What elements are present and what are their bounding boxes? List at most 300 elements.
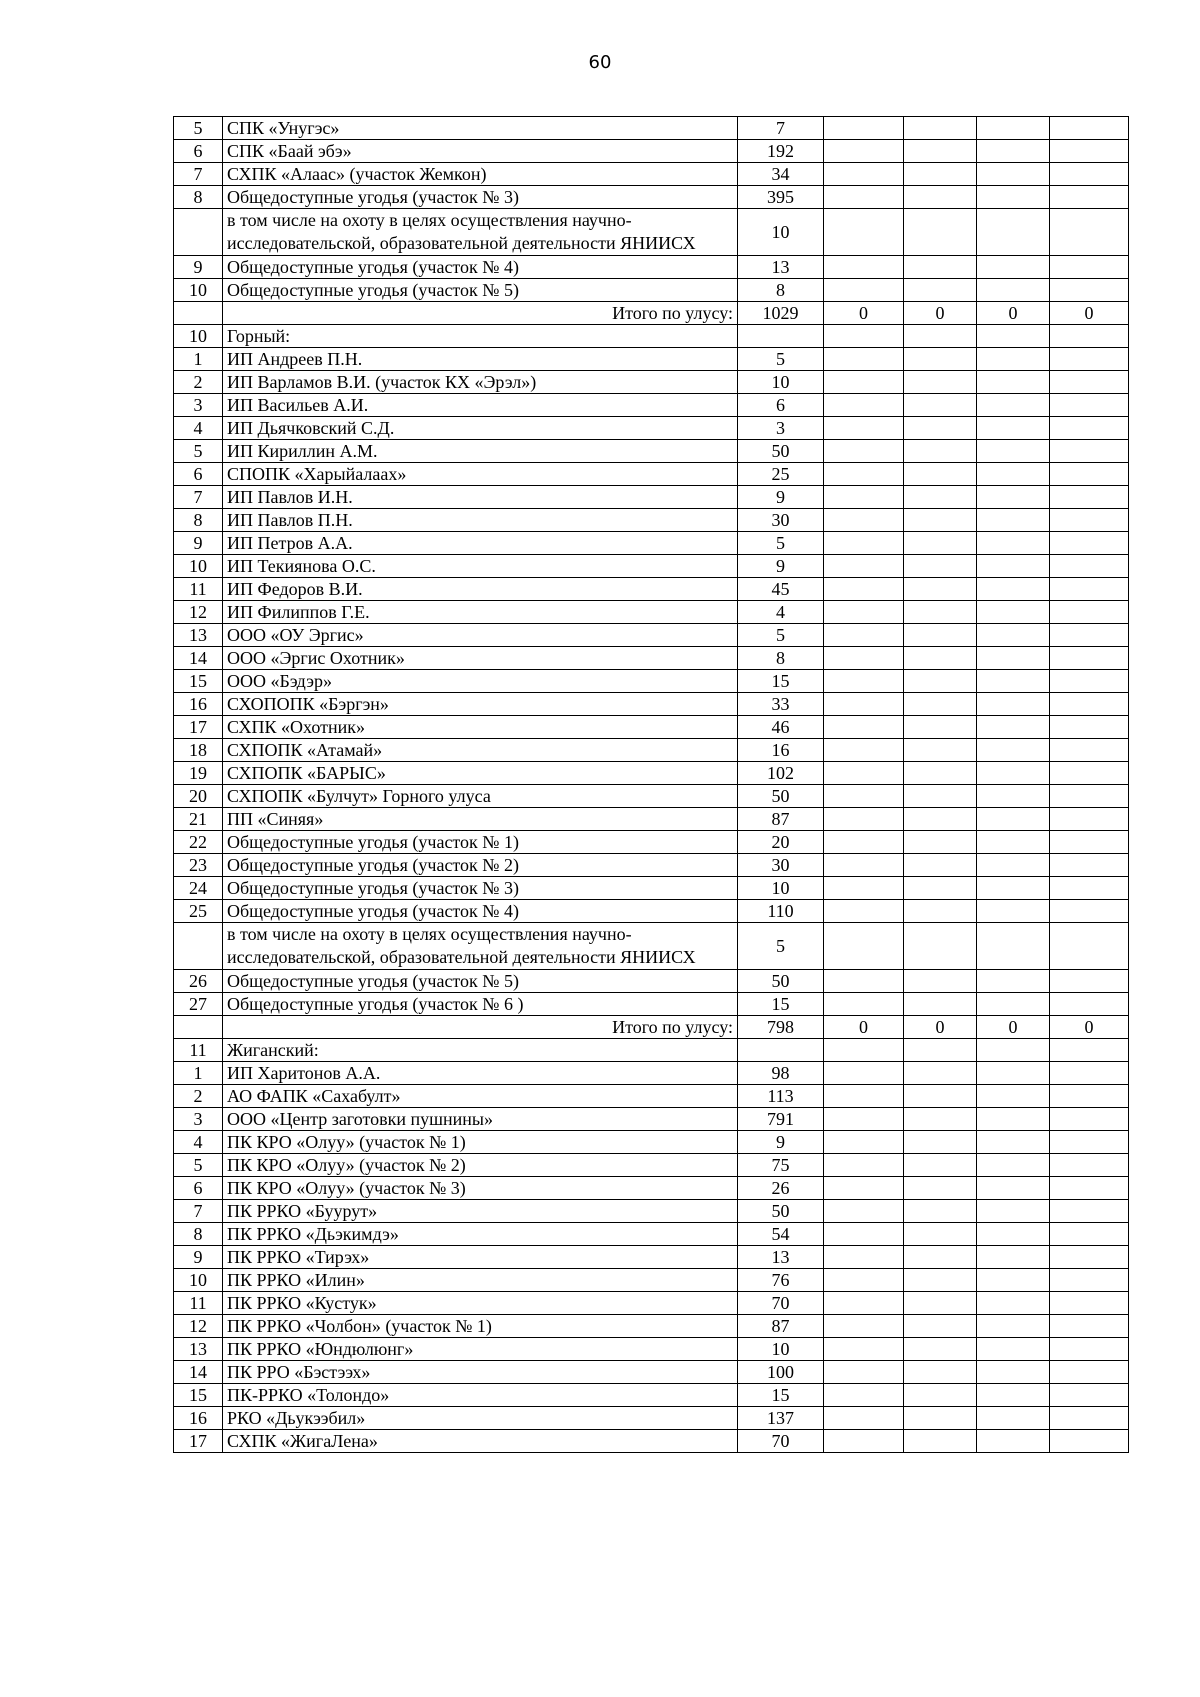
row-number: 9 <box>174 256 223 279</box>
organization-name: ООО «Эргис Охотник» <box>223 647 738 670</box>
table-row <box>174 440 1129 463</box>
row-number: 11 <box>174 1292 223 1315</box>
empty-cell <box>977 877 1050 900</box>
empty-cell <box>904 1177 977 1200</box>
total-row <box>174 1016 1129 1039</box>
empty-cell <box>824 555 904 578</box>
empty-cell <box>824 486 904 509</box>
empty-cell <box>904 1108 977 1131</box>
empty-cell <box>904 440 977 463</box>
empty-cell <box>977 1177 1050 1200</box>
empty-cell <box>1050 1200 1129 1223</box>
quota-value: 50 <box>738 440 824 463</box>
table-row <box>174 279 1129 302</box>
row-number: 12 <box>174 601 223 624</box>
table-row <box>174 1246 1129 1269</box>
empty-cell <box>824 1085 904 1108</box>
row-number: 7 <box>174 163 223 186</box>
empty-cell <box>904 532 977 555</box>
empty-cell <box>824 256 904 279</box>
table-row <box>174 1131 1129 1154</box>
empty-cell <box>1050 1039 1129 1062</box>
empty-cell <box>904 785 977 808</box>
organization-name: Общедоступные угодья (участок № 4) <box>223 256 738 279</box>
quota-value: 50 <box>738 970 824 993</box>
table-row <box>174 1154 1129 1177</box>
empty-cell <box>1050 1177 1129 1200</box>
quota-value: 33 <box>738 693 824 716</box>
empty-cell <box>824 1108 904 1131</box>
empty-cell <box>977 186 1050 209</box>
total-extra-value: 0 <box>977 1016 1050 1039</box>
quota-value: 70 <box>738 1292 824 1315</box>
empty-cell <box>1050 509 1129 532</box>
empty-cell <box>904 486 977 509</box>
empty-cell <box>977 854 1050 877</box>
organization-name: ПК РРКО «Чолбон» (участок № 1) <box>223 1315 738 1338</box>
organization-name: СХПК «Охотник» <box>223 716 738 739</box>
empty-cell <box>904 716 977 739</box>
empty-cell <box>1050 371 1129 394</box>
row-number: 20 <box>174 785 223 808</box>
empty-cell <box>977 578 1050 601</box>
organization-name: СПК «Баай эбэ» <box>223 140 738 163</box>
empty-cell <box>904 555 977 578</box>
empty-cell <box>1050 463 1129 486</box>
row-number: 13 <box>174 624 223 647</box>
row-number: 17 <box>174 1430 223 1453</box>
quota-value: 102 <box>738 762 824 785</box>
organization-name: ИП Петров А.А. <box>223 532 738 555</box>
empty-cell <box>977 486 1050 509</box>
organization-name: Общедоступные угодья (участок № 5) <box>223 970 738 993</box>
row-number: 1 <box>174 1062 223 1085</box>
quota-value <box>738 325 824 348</box>
empty-cell <box>1050 624 1129 647</box>
empty-cell <box>1050 1430 1129 1453</box>
empty-cell <box>824 1338 904 1361</box>
total-label: Итого по улусу: <box>223 1016 738 1039</box>
row-number: 27 <box>174 993 223 1016</box>
quota-value: 34 <box>738 163 824 186</box>
empty-cell <box>824 1177 904 1200</box>
table-row <box>174 1085 1129 1108</box>
row-number: 9 <box>174 532 223 555</box>
row-number: 8 <box>174 1223 223 1246</box>
quota-value: 98 <box>738 1062 824 1085</box>
organization-name: ПК РРКО «Тирэх» <box>223 1246 738 1269</box>
row-number: 9 <box>174 1246 223 1269</box>
table-row <box>174 877 1129 900</box>
organization-name: СХПОПК «Булчут» Горного улуса <box>223 785 738 808</box>
quota-value: 8 <box>738 647 824 670</box>
empty-cell <box>977 1384 1050 1407</box>
organization-name: СПК «Унугэс» <box>223 117 738 140</box>
row-number: 10 <box>174 555 223 578</box>
empty-cell <box>1050 923 1129 970</box>
empty-cell <box>977 532 1050 555</box>
empty-cell <box>977 923 1050 970</box>
empty-cell <box>824 1246 904 1269</box>
table-row <box>174 140 1129 163</box>
row-number: 5 <box>174 1154 223 1177</box>
empty-cell <box>977 279 1050 302</box>
row-number: 6 <box>174 140 223 163</box>
district-name: Горный: <box>223 325 738 348</box>
empty-cell <box>977 1062 1050 1085</box>
empty-cell <box>977 970 1050 993</box>
table-row <box>174 532 1129 555</box>
empty-cell <box>904 394 977 417</box>
empty-cell <box>1050 808 1129 831</box>
quota-value: 45 <box>738 578 824 601</box>
empty-cell <box>824 163 904 186</box>
empty-cell <box>824 117 904 140</box>
total-extra-value: 0 <box>977 302 1050 325</box>
quota-value: 15 <box>738 993 824 1016</box>
empty-cell <box>977 1269 1050 1292</box>
row-number: 8 <box>174 186 223 209</box>
empty-cell <box>824 923 904 970</box>
total-extra-value: 0 <box>904 1016 977 1039</box>
empty-cell <box>824 1154 904 1177</box>
row-number: 14 <box>174 1361 223 1384</box>
row-number: 16 <box>174 693 223 716</box>
organization-name: ИП Варламов В.И. (участок КХ «Эрэл») <box>223 371 738 394</box>
organization-name: Общедоступные угодья (участок № 5) <box>223 279 738 302</box>
row-number: 4 <box>174 417 223 440</box>
quota-value: 10 <box>738 877 824 900</box>
empty-cell <box>904 808 977 831</box>
row-number: 26 <box>174 970 223 993</box>
table-row <box>174 739 1129 762</box>
empty-cell <box>977 256 1050 279</box>
empty-cell <box>904 1039 977 1062</box>
quota-value: 5 <box>738 923 824 970</box>
total-value: 1029 <box>738 302 824 325</box>
empty-cell <box>977 140 1050 163</box>
table-body <box>174 117 1129 1453</box>
table-row <box>174 463 1129 486</box>
empty-cell <box>904 970 977 993</box>
empty-cell <box>824 670 904 693</box>
table-row <box>174 716 1129 739</box>
empty-cell <box>977 1361 1050 1384</box>
table-row <box>174 831 1129 854</box>
total-extra-value: 0 <box>824 302 904 325</box>
organization-name: СХПОПК «БАРЫС» <box>223 762 738 785</box>
organization-name: ПК РРКО «Буурут» <box>223 1200 738 1223</box>
empty-cell <box>904 325 977 348</box>
empty-cell <box>904 578 977 601</box>
empty-cell <box>977 716 1050 739</box>
empty-cell <box>904 1361 977 1384</box>
row-number: 16 <box>174 1407 223 1430</box>
empty-cell <box>904 509 977 532</box>
quota-value: 9 <box>738 555 824 578</box>
empty-cell <box>904 1338 977 1361</box>
table-row <box>174 808 1129 831</box>
empty-cell <box>904 140 977 163</box>
empty-cell <box>1050 785 1129 808</box>
organization-name: ИП Федоров В.И. <box>223 578 738 601</box>
quota-value: 30 <box>738 509 824 532</box>
row-number: 2 <box>174 371 223 394</box>
subnote-row <box>174 209 1129 256</box>
row-number: 4 <box>174 1131 223 1154</box>
empty-cell <box>904 1200 977 1223</box>
empty-cell <box>1050 716 1129 739</box>
total-label: Итого по улусу: <box>223 302 738 325</box>
empty-cell <box>904 647 977 670</box>
quota-value: 13 <box>738 256 824 279</box>
quota-value: 46 <box>738 716 824 739</box>
table-row <box>174 993 1129 1016</box>
table-row <box>174 647 1129 670</box>
empty-cell <box>1050 209 1129 256</box>
organization-name: в том числе на охоту в целях осуществления научно-исследовательской, образовательной деятельности ЯНИИСХ <box>223 209 738 256</box>
empty-cell <box>824 509 904 532</box>
empty-cell <box>824 900 904 923</box>
empty-cell <box>977 463 1050 486</box>
district-header-row <box>174 325 1129 348</box>
empty-cell <box>1050 762 1129 785</box>
table-row <box>174 1430 1129 1453</box>
empty-cell <box>904 601 977 624</box>
empty-cell <box>904 854 977 877</box>
table-row <box>174 970 1129 993</box>
empty-cell <box>824 1315 904 1338</box>
empty-cell <box>1050 601 1129 624</box>
empty-cell <box>904 1085 977 1108</box>
quota-value: 6 <box>738 394 824 417</box>
empty-cell <box>824 1062 904 1085</box>
empty-cell <box>1050 1131 1129 1154</box>
empty-cell <box>904 1269 977 1292</box>
quota-value: 8 <box>738 279 824 302</box>
table-row <box>174 348 1129 371</box>
organization-name: ИП Дьячковский С.Д. <box>223 417 738 440</box>
quota-value <box>738 1039 824 1062</box>
row-number: 15 <box>174 1384 223 1407</box>
row-number: 12 <box>174 1315 223 1338</box>
empty-cell <box>904 1292 977 1315</box>
empty-cell <box>1050 1384 1129 1407</box>
empty-cell <box>824 624 904 647</box>
organization-name: СХПОПК «Атамай» <box>223 739 738 762</box>
empty-cell <box>904 1223 977 1246</box>
empty-cell <box>824 1430 904 1453</box>
total-value: 798 <box>738 1016 824 1039</box>
table-row <box>174 186 1129 209</box>
empty-cell <box>824 601 904 624</box>
empty-cell <box>1050 1085 1129 1108</box>
empty-cell <box>824 970 904 993</box>
quota-value: 110 <box>738 900 824 923</box>
empty-cell <box>977 209 1050 256</box>
empty-cell <box>1050 394 1129 417</box>
table-row <box>174 117 1129 140</box>
table-row <box>174 394 1129 417</box>
empty-cell <box>977 762 1050 785</box>
row-number: 21 <box>174 808 223 831</box>
empty-cell <box>977 785 1050 808</box>
table-row <box>174 417 1129 440</box>
empty-cell <box>1050 854 1129 877</box>
empty-cell <box>977 831 1050 854</box>
table-row <box>174 1108 1129 1131</box>
organization-name: ПК-РРКО «Толондо» <box>223 1384 738 1407</box>
empty-cell <box>977 1246 1050 1269</box>
table-row <box>174 1338 1129 1361</box>
empty-cell <box>1050 670 1129 693</box>
row-number: 3 <box>174 394 223 417</box>
empty-cell <box>824 1223 904 1246</box>
organization-name: ООО «Центр заготовки пушнины» <box>223 1108 738 1131</box>
empty-cell <box>904 1384 977 1407</box>
row-number: 19 <box>174 762 223 785</box>
empty-cell <box>977 417 1050 440</box>
empty-cell <box>977 1292 1050 1315</box>
table-row <box>174 1384 1129 1407</box>
empty-cell <box>977 1200 1050 1223</box>
quota-value: 26 <box>738 1177 824 1200</box>
empty-cell <box>904 877 977 900</box>
empty-cell <box>904 1246 977 1269</box>
table-row <box>174 601 1129 624</box>
quota-value: 87 <box>738 1315 824 1338</box>
table-row <box>174 1269 1129 1292</box>
subnote-row <box>174 923 1129 970</box>
empty-cell <box>977 900 1050 923</box>
row-number: 5 <box>174 440 223 463</box>
empty-cell <box>904 624 977 647</box>
organization-name: ПК КРО «Олуу» (участок № 2) <box>223 1154 738 1177</box>
quota-value: 76 <box>738 1269 824 1292</box>
row-number <box>174 923 223 970</box>
row-number: 25 <box>174 900 223 923</box>
empty-cell <box>1050 647 1129 670</box>
table-row <box>174 854 1129 877</box>
empty-cell <box>824 417 904 440</box>
quota-value: 113 <box>738 1085 824 1108</box>
empty-cell <box>1050 325 1129 348</box>
empty-cell <box>904 1131 977 1154</box>
empty-cell <box>977 739 1050 762</box>
empty-cell <box>904 1430 977 1453</box>
quota-value: 100 <box>738 1361 824 1384</box>
quota-value: 10 <box>738 209 824 256</box>
empty-cell <box>904 739 977 762</box>
empty-cell <box>904 670 977 693</box>
row-number <box>174 209 223 256</box>
empty-cell <box>1050 970 1129 993</box>
empty-cell <box>977 555 1050 578</box>
empty-cell <box>1050 532 1129 555</box>
empty-cell <box>904 993 977 1016</box>
quota-value: 87 <box>738 808 824 831</box>
empty-cell <box>824 348 904 371</box>
empty-cell <box>1050 440 1129 463</box>
empty-cell <box>977 1131 1050 1154</box>
empty-cell <box>1050 693 1129 716</box>
table-row <box>174 486 1129 509</box>
empty-cell <box>1050 1315 1129 1338</box>
empty-cell <box>977 509 1050 532</box>
empty-cell <box>1050 831 1129 854</box>
empty-cell <box>904 693 977 716</box>
quota-value: 192 <box>738 140 824 163</box>
empty-cell <box>904 117 977 140</box>
empty-cell <box>824 440 904 463</box>
empty-cell <box>904 923 977 970</box>
row-number: 10 <box>174 1269 223 1292</box>
row-number: 3 <box>174 1108 223 1131</box>
row-number: 18 <box>174 739 223 762</box>
organization-name: ПК РРКО «Кустук» <box>223 1292 738 1315</box>
organization-name: Общедоступные угодья (участок № 4) <box>223 900 738 923</box>
table-row <box>174 1200 1129 1223</box>
empty-cell <box>904 371 977 394</box>
row-number: 7 <box>174 486 223 509</box>
total-extra-value: 0 <box>1050 302 1129 325</box>
empty-cell <box>824 1361 904 1384</box>
empty-cell <box>1050 900 1129 923</box>
empty-cell <box>824 1292 904 1315</box>
table-row <box>174 1062 1129 1085</box>
empty-cell <box>1050 417 1129 440</box>
empty-cell <box>904 762 977 785</box>
empty-cell <box>824 140 904 163</box>
organization-name: ИП Харитонов А.А. <box>223 1062 738 1085</box>
table-row <box>174 693 1129 716</box>
empty-cell <box>977 670 1050 693</box>
row-number: 13 <box>174 1338 223 1361</box>
table-row <box>174 670 1129 693</box>
organization-name: Общедоступные угодья (участок № 3) <box>223 186 738 209</box>
empty-cell <box>977 1315 1050 1338</box>
organization-name: Общедоступные угодья (участок № 2) <box>223 854 738 877</box>
quota-value: 25 <box>738 463 824 486</box>
empty-cell <box>904 186 977 209</box>
empty-cell <box>977 693 1050 716</box>
empty-cell <box>824 209 904 256</box>
empty-cell <box>977 1407 1050 1430</box>
empty-cell <box>977 601 1050 624</box>
row-number: 22 <box>174 831 223 854</box>
empty-cell <box>824 532 904 555</box>
empty-cell <box>977 163 1050 186</box>
empty-cell <box>824 877 904 900</box>
empty-cell <box>977 1223 1050 1246</box>
empty-cell <box>824 693 904 716</box>
empty-cell <box>1050 486 1129 509</box>
organization-name: СХПК «ЖигаЛена» <box>223 1430 738 1453</box>
total-extra-value: 0 <box>904 302 977 325</box>
empty-cell <box>1050 163 1129 186</box>
empty-cell <box>824 394 904 417</box>
table-row <box>174 1292 1129 1315</box>
total-row <box>174 302 1129 325</box>
quota-value: 9 <box>738 486 824 509</box>
quota-value: 3 <box>738 417 824 440</box>
row-number: 6 <box>174 1177 223 1200</box>
organization-name: в том числе на охоту в целях осуществления научно-исследовательской, образовательной деятельности ЯНИИСХ <box>223 923 738 970</box>
empty-cell <box>977 394 1050 417</box>
quota-value: 20 <box>738 831 824 854</box>
row-number: 5 <box>174 117 223 140</box>
quota-value: 10 <box>738 371 824 394</box>
